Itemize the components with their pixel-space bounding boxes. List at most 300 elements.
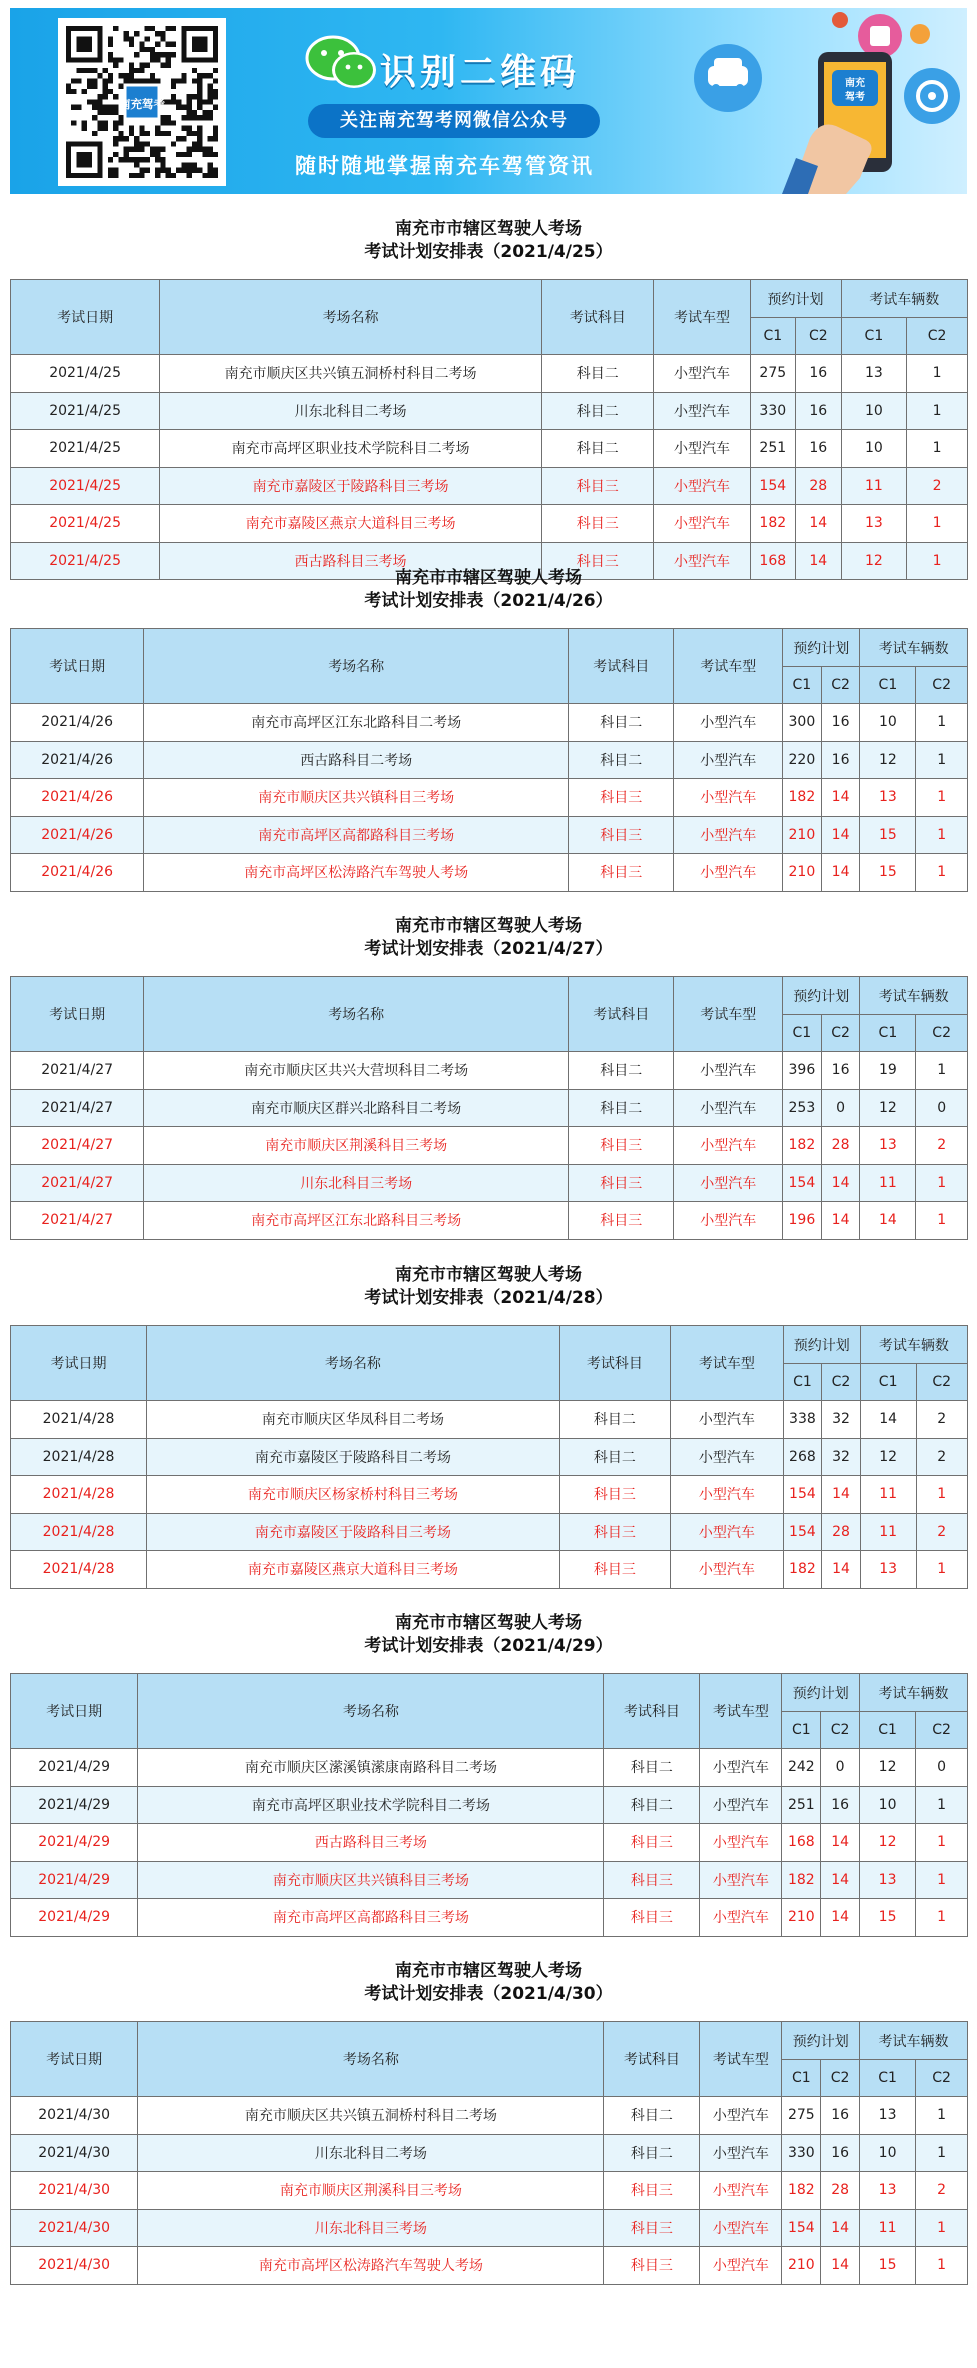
table-row <box>11 2209 968 2247</box>
cell-plan-c2: 14 <box>822 1476 861 1514</box>
schedule-table <box>10 1325 968 1589</box>
cell-date: 2021/4/25 <box>11 430 160 468</box>
schedule-table <box>10 279 968 580</box>
cell-subject: 科目二 <box>541 430 654 468</box>
cell-count-c2: 1 <box>916 1899 968 1937</box>
cell-count-c2: 2 <box>916 1127 968 1165</box>
cell-date: 2021/4/28 <box>11 1438 147 1476</box>
cell-date: 2021/4/27 <box>11 1052 144 1090</box>
cell-count-c2: 2 <box>916 2172 968 2210</box>
cell-subject: 科目二 <box>604 1749 700 1787</box>
section-title-1: 南充市市辖区驾驶人考场 <box>395 1961 582 1981</box>
header-count-c1: C1 <box>860 2060 916 2097</box>
cell-subject: 科目三 <box>604 2209 700 2247</box>
cell-plan-c1: 182 <box>783 1127 822 1165</box>
header-subject: 考试科目 <box>559 1326 670 1401</box>
table-row <box>11 1513 968 1551</box>
cell-count-c2: 2 <box>916 1513 967 1551</box>
cell-count-c1: 12 <box>860 741 916 779</box>
schedule-section <box>10 1612 967 1937</box>
cell-plan-c2: 16 <box>821 2134 860 2172</box>
header-subject: 考试科目 <box>604 1674 700 1749</box>
phone-hand-illustration <box>670 8 967 194</box>
table-row <box>11 779 968 817</box>
cell-vehicle: 小型汽车 <box>674 704 783 742</box>
schedule-section <box>10 1264 967 1589</box>
cell-count-c1: 11 <box>860 1476 916 1514</box>
wechat-banner[interactable] <box>10 8 967 194</box>
header-count-c1: C1 <box>841 318 907 355</box>
cell-count-c2: 1 <box>907 392 968 430</box>
cell-vehicle: 小型汽车 <box>700 1749 782 1787</box>
cell-plan-c2: 0 <box>821 1089 860 1127</box>
cell-count-c1: 15 <box>860 2247 916 2285</box>
header-venue: 考场名称 <box>144 977 569 1052</box>
cell-date: 2021/4/29 <box>11 1786 138 1824</box>
cell-date: 2021/4/26 <box>11 704 144 742</box>
cell-vehicle: 小型汽车 <box>700 1824 782 1862</box>
cell-vehicle: 小型汽车 <box>654 467 750 505</box>
header-count-c2: C2 <box>916 1712 968 1749</box>
cell-date: 2021/4/26 <box>11 816 144 854</box>
cell-date: 2021/4/28 <box>11 1551 147 1589</box>
cell-venue: 川东北科目二考场 <box>138 2134 604 2172</box>
header-vehicle: 考试车型 <box>674 629 783 704</box>
cell-venue: 西古路科目二考场 <box>144 741 569 779</box>
cell-vehicle: 小型汽车 <box>654 430 750 468</box>
section-title-2: 考试计划安排表（2021/4/29） <box>364 1636 613 1656</box>
header-vehicle: 考试车型 <box>654 280 750 355</box>
schedule-section <box>10 567 967 892</box>
cell-venue: 南充市高坪区高都路科目三考场 <box>138 1899 604 1937</box>
qr-badge-text: 南充驾考 <box>118 96 166 111</box>
section-title-1: 南充市市辖区驾驶人考场 <box>395 1265 582 1285</box>
table-row <box>11 854 968 892</box>
cell-subject: 科目三 <box>541 542 654 580</box>
cell-subject: 科目二 <box>569 741 674 779</box>
cell-vehicle: 小型汽车 <box>700 1861 782 1899</box>
table-row <box>11 2097 968 2135</box>
header-count-c2: C2 <box>916 2060 968 2097</box>
table-row <box>11 741 968 779</box>
cell-vehicle: 小型汽车 <box>700 2134 782 2172</box>
cell-date: 2021/4/26 <box>11 741 144 779</box>
cell-plan-c2: 14 <box>821 2247 860 2285</box>
banner-title: 识别二维码 <box>380 52 581 93</box>
cell-subject: 科目二 <box>604 2134 700 2172</box>
header-venue: 考场名称 <box>144 629 569 704</box>
cell-date: 2021/4/30 <box>11 2247 138 2285</box>
section-title-1: 南充市市辖区驾驶人考场 <box>395 916 582 936</box>
phone-badge-text: 南充 <box>845 78 865 89</box>
schedule-section <box>10 218 967 580</box>
cell-date: 2021/4/26 <box>11 779 144 817</box>
cell-plan-c1: 182 <box>782 2172 821 2210</box>
cell-plan-c2: 14 <box>821 1202 860 1240</box>
section-title-1: 南充市市辖区驾驶人考场 <box>395 568 582 588</box>
cell-vehicle: 小型汽车 <box>654 542 750 580</box>
cell-plan-c2: 28 <box>822 1513 861 1551</box>
cell-venue: 南充市顺庆区荆溪科目三考场 <box>144 1127 569 1165</box>
table-row <box>11 467 968 505</box>
cell-count-c2: 1 <box>916 1551 967 1589</box>
cell-count-c1: 13 <box>860 1127 916 1165</box>
cell-date: 2021/4/25 <box>11 505 160 543</box>
cell-count-c2: 1 <box>907 355 968 393</box>
cell-count-c1: 13 <box>841 505 907 543</box>
cell-venue: 南充市嘉陵区于陵路科目三考场 <box>147 1513 560 1551</box>
cell-plan-c1: 154 <box>782 2209 821 2247</box>
header-plan-c2: C2 <box>821 667 860 704</box>
table-row <box>11 2172 968 2210</box>
header-subject: 考试科目 <box>604 2022 700 2097</box>
cell-subject: 科目二 <box>541 392 654 430</box>
cell-venue: 南充市顺庆区共兴镇五洞桥村科目二考场 <box>138 2097 604 2135</box>
cell-plan-c1: 210 <box>782 1899 821 1937</box>
cell-vehicle: 小型汽车 <box>674 1164 783 1202</box>
cell-subject: 科目二 <box>569 1052 674 1090</box>
cell-subject: 科目三 <box>604 2172 700 2210</box>
table-row <box>11 1401 968 1439</box>
cell-plan-c1: 182 <box>783 1551 822 1589</box>
header-subject: 考试科目 <box>541 280 654 355</box>
cell-venue: 南充市顺庆区群兴北路科目二考场 <box>144 1089 569 1127</box>
cell-vehicle: 小型汽车 <box>674 741 783 779</box>
header-vehicle-count: 考试车辆数 <box>860 629 968 667</box>
cell-date: 2021/4/27 <box>11 1202 144 1240</box>
cell-venue: 南充市嘉陵区燕京大道科目三考场 <box>160 505 542 543</box>
table-row <box>11 1164 968 1202</box>
cell-plan-c2: 32 <box>822 1438 861 1476</box>
cell-plan-c2: 14 <box>821 1824 860 1862</box>
cell-count-c1: 15 <box>860 854 916 892</box>
cell-count-c2: 1 <box>916 854 968 892</box>
cell-subject: 科目三 <box>541 467 654 505</box>
cell-venue: 西古路科目三考场 <box>160 542 542 580</box>
cell-count-c2: 1 <box>916 1476 967 1514</box>
header-vehicle-count: 考试车辆数 <box>860 977 968 1015</box>
cell-plan-c2: 14 <box>821 816 860 854</box>
cell-count-c2: 1 <box>916 2209 968 2247</box>
header-plan-c1: C1 <box>782 2060 821 2097</box>
cell-plan-c2: 16 <box>821 1052 860 1090</box>
table-row <box>11 1476 968 1514</box>
cell-vehicle: 小型汽车 <box>671 1551 784 1589</box>
header-vehicle-count: 考试车辆数 <box>841 280 967 318</box>
cell-vehicle: 小型汽车 <box>654 355 750 393</box>
cell-subject: 科目三 <box>569 779 674 817</box>
cell-count-c1: 19 <box>860 1052 916 1090</box>
cell-count-c1: 10 <box>841 392 907 430</box>
cell-subject: 科目三 <box>604 1824 700 1862</box>
header-date: 考试日期 <box>11 1326 147 1401</box>
cell-venue: 南充市嘉陵区于陵路科目二考场 <box>147 1438 560 1476</box>
cell-date: 2021/4/26 <box>11 854 144 892</box>
cell-venue: 南充市顺庆区共兴镇五洞桥村科目二考场 <box>160 355 542 393</box>
cell-date: 2021/4/25 <box>11 467 160 505</box>
table-row <box>11 430 968 468</box>
cell-subject: 科目三 <box>569 816 674 854</box>
header-subject: 考试科目 <box>569 629 674 704</box>
cell-count-c2: 1 <box>916 704 968 742</box>
cell-vehicle: 小型汽车 <box>671 1476 784 1514</box>
header-plan-c2: C2 <box>821 2060 860 2097</box>
cell-count-c2: 1 <box>916 1861 968 1899</box>
table-row <box>11 1786 968 1824</box>
table-row <box>11 2134 968 2172</box>
cell-subject: 科目三 <box>604 1861 700 1899</box>
cell-plan-c2: 14 <box>821 1899 860 1937</box>
cell-count-c2: 1 <box>907 542 968 580</box>
cell-count-c1: 13 <box>860 2097 916 2135</box>
section-title-2: 考试计划安排表（2021/4/27） <box>364 939 613 959</box>
cell-vehicle: 小型汽车 <box>674 1089 783 1127</box>
cell-subject: 科目二 <box>569 1089 674 1127</box>
cell-count-c2: 1 <box>907 505 968 543</box>
cell-plan-c1: 154 <box>750 467 796 505</box>
cell-plan-c1: 275 <box>782 2097 821 2135</box>
header-count-c2: C2 <box>916 1015 968 1052</box>
cell-vehicle: 小型汽车 <box>654 505 750 543</box>
cell-count-c1: 10 <box>860 1786 916 1824</box>
schedule-table <box>10 628 968 892</box>
cell-subject: 科目二 <box>569 704 674 742</box>
cell-count-c1: 12 <box>860 1438 916 1476</box>
cell-count-c2: 1 <box>907 430 968 468</box>
header-date: 考试日期 <box>11 629 144 704</box>
cell-venue: 南充市高坪区松涛路汽车驾驶人考场 <box>138 2247 604 2285</box>
header-plan-c1: C1 <box>783 667 822 704</box>
cell-subject: 科目三 <box>541 505 654 543</box>
table-row <box>11 1052 968 1090</box>
cell-plan-c1: 154 <box>783 1476 822 1514</box>
header-vehicle-count: 考试车辆数 <box>860 2022 968 2060</box>
header-vehicle: 考试车型 <box>700 2022 782 2097</box>
cell-venue: 南充市嘉陵区燕京大道科目三考场 <box>147 1551 560 1589</box>
cell-date: 2021/4/30 <box>11 2172 138 2210</box>
cell-count-c2: 1 <box>916 2134 968 2172</box>
cell-vehicle: 小型汽车 <box>654 392 750 430</box>
schedule-table <box>10 976 968 1240</box>
header-date: 考试日期 <box>11 2022 138 2097</box>
header-plan: 预约计划 <box>783 629 860 667</box>
cell-count-c1: 11 <box>860 2209 916 2247</box>
table-row <box>11 1202 968 1240</box>
cell-count-c1: 14 <box>860 1202 916 1240</box>
header-count-c2: C2 <box>907 318 968 355</box>
cell-plan-c1: 338 <box>783 1401 822 1439</box>
cell-count-c1: 12 <box>860 1749 916 1787</box>
cell-plan-c2: 14 <box>821 779 860 817</box>
cell-plan-c2: 14 <box>796 505 842 543</box>
cell-plan-c1: 168 <box>750 542 796 580</box>
cell-subject: 科目三 <box>559 1551 670 1589</box>
header-plan: 预约计划 <box>782 1674 860 1712</box>
cell-plan-c1: 196 <box>783 1202 822 1240</box>
cell-date: 2021/4/28 <box>11 1476 147 1514</box>
header-plan-c1: C1 <box>782 1712 821 1749</box>
cell-count-c1: 13 <box>860 1861 916 1899</box>
cell-count-c2: 1 <box>916 741 968 779</box>
banner-follow-pill: 关注南充驾考网微信公众号 <box>308 104 600 138</box>
cell-plan-c1: 242 <box>782 1749 821 1787</box>
cell-date: 2021/4/28 <box>11 1513 147 1551</box>
cell-plan-c2: 16 <box>821 741 860 779</box>
cell-count-c1: 10 <box>841 430 907 468</box>
cell-plan-c1: 168 <box>782 1824 821 1862</box>
cell-venue: 西古路科目三考场 <box>138 1824 604 1862</box>
cell-subject: 科目三 <box>559 1513 670 1551</box>
header-plan: 预约计划 <box>783 977 860 1015</box>
cell-venue: 川东北科目三考场 <box>144 1164 569 1202</box>
cell-count-c2: 1 <box>916 816 968 854</box>
table-row <box>11 1438 968 1476</box>
schedule-section <box>10 915 967 1240</box>
cell-subject: 科目二 <box>604 1786 700 1824</box>
header-venue: 考场名称 <box>138 1674 604 1749</box>
cell-venue: 南充市高坪区江东北路科目三考场 <box>144 1202 569 1240</box>
cell-plan-c1: 154 <box>783 1164 822 1202</box>
cell-plan-c1: 253 <box>783 1089 822 1127</box>
cell-count-c2: 1 <box>916 2247 968 2285</box>
section-title-1: 南充市市辖区驾驶人考场 <box>395 219 582 239</box>
cell-subject: 科目三 <box>569 1202 674 1240</box>
cell-vehicle: 小型汽车 <box>700 1899 782 1937</box>
table-row <box>11 2247 968 2285</box>
header-venue: 考场名称 <box>147 1326 560 1401</box>
header-count-c1: C1 <box>860 1712 916 1749</box>
header-plan-c2: C2 <box>821 1712 860 1749</box>
header-date: 考试日期 <box>11 977 144 1052</box>
cell-plan-c2: 14 <box>821 1164 860 1202</box>
table-row <box>11 1089 968 1127</box>
cell-venue: 川东北科目三考场 <box>138 2209 604 2247</box>
section-title-2: 考试计划安排表（2021/4/30） <box>364 1984 613 2004</box>
cell-plan-c2: 16 <box>796 430 842 468</box>
cell-subject: 科目三 <box>569 1127 674 1165</box>
cell-plan-c1: 182 <box>750 505 796 543</box>
cell-count-c2: 1 <box>916 1824 968 1862</box>
table-row <box>11 1127 968 1165</box>
cell-plan-c1: 154 <box>783 1513 822 1551</box>
header-plan-c2: C2 <box>821 1015 860 1052</box>
cell-venue: 南充市嘉陵区于陵路科目三考场 <box>160 467 542 505</box>
cell-subject: 科目三 <box>559 1476 670 1514</box>
cell-date: 2021/4/29 <box>11 1861 138 1899</box>
qr-code-icon <box>66 26 218 178</box>
schedule-section <box>10 1960 967 2285</box>
cell-date: 2021/4/25 <box>11 542 160 580</box>
section-title-2: 考试计划安排表（2021/4/25） <box>364 242 613 262</box>
cell-subject: 科目三 <box>604 1899 700 1937</box>
table-row <box>11 816 968 854</box>
section-title-2: 考试计划安排表（2021/4/26） <box>364 591 613 611</box>
cell-count-c2: 1 <box>916 1786 968 1824</box>
cell-venue: 南充市高坪区江东北路科目二考场 <box>144 704 569 742</box>
cell-vehicle: 小型汽车 <box>671 1401 784 1439</box>
cell-vehicle: 小型汽车 <box>674 1127 783 1165</box>
cell-count-c1: 12 <box>860 1089 916 1127</box>
cell-vehicle: 小型汽车 <box>700 2097 782 2135</box>
cell-count-c2: 1 <box>916 2097 968 2135</box>
cell-count-c2: 1 <box>916 779 968 817</box>
banner-tagline: 随时随地掌握南充车驾管资讯 <box>295 154 594 178</box>
cell-date: 2021/4/27 <box>11 1089 144 1127</box>
cell-count-c1: 13 <box>860 1551 916 1589</box>
section-title-1: 南充市市辖区驾驶人考场 <box>395 1613 582 1633</box>
header-date: 考试日期 <box>11 280 160 355</box>
cell-plan-c2: 14 <box>796 542 842 580</box>
cell-vehicle: 小型汽车 <box>671 1513 784 1551</box>
cell-subject: 科目二 <box>541 355 654 393</box>
cell-count-c2: 2 <box>916 1401 967 1439</box>
header-plan-c2: C2 <box>822 1364 861 1401</box>
cell-plan-c1: 210 <box>782 2247 821 2285</box>
cell-count-c2: 1 <box>916 1052 968 1090</box>
header-count-c2: C2 <box>916 1364 967 1401</box>
cell-count-c1: 13 <box>860 779 916 817</box>
cell-count-c1: 11 <box>860 1513 916 1551</box>
header-vehicle: 考试车型 <box>700 1674 782 1749</box>
cell-plan-c2: 16 <box>796 355 842 393</box>
cell-plan-c1: 210 <box>783 854 822 892</box>
header-plan-c1: C1 <box>783 1364 822 1401</box>
cell-plan-c2: 28 <box>796 467 842 505</box>
table-row <box>11 1824 968 1862</box>
cell-venue: 川东北科目二考场 <box>160 392 542 430</box>
cell-plan-c2: 16 <box>821 2097 860 2135</box>
cell-subject: 科目二 <box>559 1401 670 1439</box>
cell-plan-c2: 14 <box>821 2209 860 2247</box>
cell-date: 2021/4/30 <box>11 2209 138 2247</box>
cell-vehicle: 小型汽车 <box>674 854 783 892</box>
cell-plan-c1: 396 <box>783 1052 822 1090</box>
cell-plan-c2: 16 <box>821 704 860 742</box>
cell-venue: 南充市顺庆区华凤科目二考场 <box>147 1401 560 1439</box>
cell-plan-c1: 220 <box>783 741 822 779</box>
cell-count-c1: 11 <box>841 467 907 505</box>
cell-count-c1: 15 <box>860 816 916 854</box>
cell-subject: 科目二 <box>604 2097 700 2135</box>
cell-count-c1: 14 <box>860 1401 916 1439</box>
cell-count-c1: 13 <box>841 355 907 393</box>
cell-plan-c2: 16 <box>796 392 842 430</box>
cell-date: 2021/4/29 <box>11 1824 138 1862</box>
cell-venue: 南充市顺庆区共兴镇科目三考场 <box>144 779 569 817</box>
table-row <box>11 1899 968 1937</box>
cell-plan-c2: 16 <box>821 1786 860 1824</box>
cell-date: 2021/4/29 <box>11 1899 138 1937</box>
cell-plan-c1: 268 <box>783 1438 822 1476</box>
cell-venue: 南充市高坪区职业技术学院科目二考场 <box>160 430 542 468</box>
cell-date: 2021/4/27 <box>11 1164 144 1202</box>
qr-code <box>58 18 226 186</box>
cell-venue: 南充市高坪区松涛路汽车驾驶人考场 <box>144 854 569 892</box>
cell-venue: 南充市高坪区职业技术学院科目二考场 <box>138 1786 604 1824</box>
cell-count-c1: 15 <box>860 1899 916 1937</box>
cell-vehicle: 小型汽车 <box>674 1052 783 1090</box>
cell-venue: 南充市顺庆区共兴镇科目三考场 <box>138 1861 604 1899</box>
cell-count-c2: 2 <box>916 1438 967 1476</box>
cell-count-c2: 0 <box>916 1089 968 1127</box>
cell-subject: 科目三 <box>604 2247 700 2285</box>
cell-vehicle: 小型汽车 <box>700 2247 782 2285</box>
cell-plan-c1: 330 <box>782 2134 821 2172</box>
cell-plan-c1: 251 <box>782 1786 821 1824</box>
cell-plan-c1: 251 <box>750 430 796 468</box>
header-vehicle-count: 考试车辆数 <box>860 1326 967 1364</box>
header-plan-c1: C1 <box>783 1015 822 1052</box>
